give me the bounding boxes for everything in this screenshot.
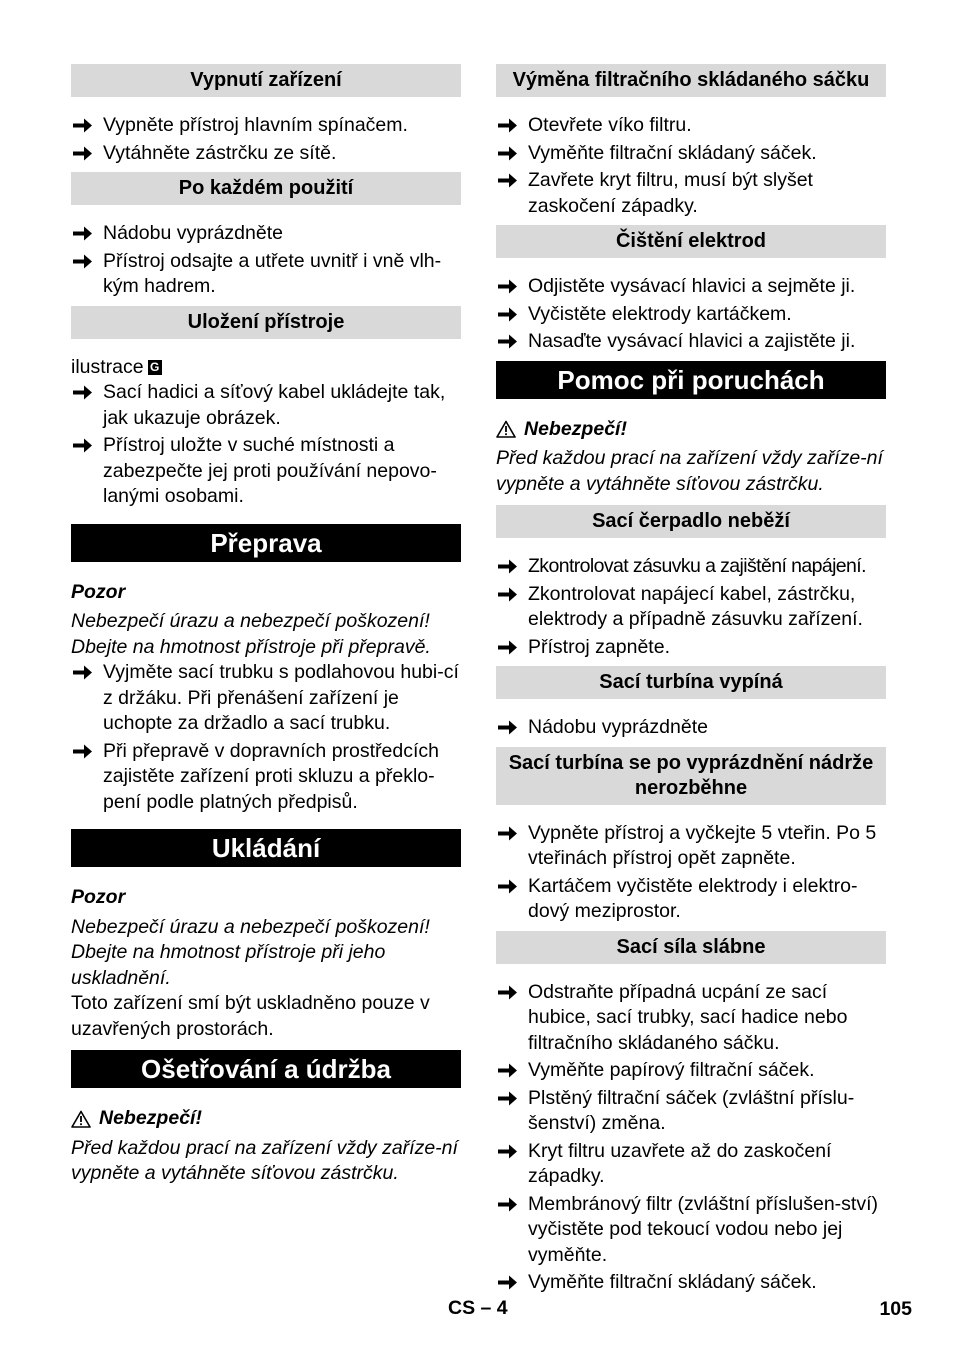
section-heading-cerpadlo: Sací čerpadlo neběží (496, 505, 886, 538)
arrow-right-icon (498, 1062, 518, 1079)
list-vypnuti (71, 113, 461, 166)
list-cisteni (496, 274, 886, 355)
list-item-text: Při přepravě v dopravních prostředcích zajistěte zařízení proti skluzu a překlo-pení podle platných předpisů. (103, 739, 439, 813)
section-heading-osetrovani: Ošetřování a údržba (71, 1050, 461, 1088)
list-item-text: Odstraňte případná ucpání ze sací hubice, sací trubky, sací hadice nebo filtračního skládaného sáčku. (528, 980, 848, 1054)
arrow-right-icon (73, 664, 93, 681)
section-heading-ulozeni: Uložení přístroje (71, 306, 461, 339)
list-item-text: Vyměňte filtrační skládaný sáček. (528, 141, 817, 164)
list-item (496, 1270, 886, 1296)
section-heading-turbina-nerozbehne: Sací turbína se po vyprázdnění nádrže nerozběhne (496, 747, 886, 805)
caution-text: Nebezpečí úrazu a nebezpečí poškození! Dbejte na hmotnost přístroje při přepravě. (71, 610, 431, 658)
figure-letter-badge: G (148, 360, 162, 375)
list-item-text: Sací hadici a síťový kabel ukládejte tak, jak ukazuje obrázek. (103, 381, 446, 429)
list-item (496, 554, 886, 580)
list-item-text: Přístroj uložte v suché místnosti a zabezpečte jej proti používání nepovo-lanými osobami. (103, 434, 437, 507)
caution-text: Nebezpečí úrazu a nebezpečí poškození! Dbejte na hmotnost přístroje při jeho uskladnění. (71, 915, 430, 989)
arrow-right-icon (498, 639, 518, 656)
list-item (496, 821, 886, 872)
danger-label-row (71, 1106, 461, 1132)
list-item-text: Odjistěte vysávací hlavici a sejměte ji. (528, 275, 856, 297)
list-item (496, 582, 886, 633)
list-item (496, 141, 886, 167)
list-item (496, 274, 886, 300)
list-item-text: Zavřete kryt filtru, musí být slyšet zaskočení západky. (528, 169, 813, 217)
list-item-text: Přístroj zapněte. (528, 635, 670, 658)
section-heading-po-kazdem: Po každém použití (71, 172, 461, 205)
list-item (71, 141, 461, 167)
list-item (496, 1192, 886, 1269)
list-item (496, 715, 886, 741)
list-item-text: Zkontrolovat napájecí kabel, zástrčku, elektrody a případně zásuvku zařízení. (528, 582, 863, 630)
list-item (71, 249, 461, 300)
caution-label: Pozor (71, 886, 126, 908)
arrow-right-icon (498, 278, 518, 295)
arrow-right-icon (498, 1090, 518, 1107)
arrow-right-icon (498, 333, 518, 350)
list-item (496, 329, 886, 355)
arrow-right-icon (73, 384, 93, 401)
list-item-text: Nádobu vyprázdněte (528, 716, 708, 738)
list-item-text: Přístroj odsajte a utřete uvnitř i vně vlh-kým hadrem. (103, 249, 442, 297)
section-heading-turbina-vypina: Sací turbína vypíná (496, 666, 886, 699)
list-cerpadlo (496, 554, 886, 660)
list-item (496, 168, 886, 219)
figure-reference (71, 355, 461, 381)
list-sila (496, 980, 886, 1296)
list-ulozeni (71, 380, 461, 510)
list-item (71, 380, 461, 431)
list-item (496, 302, 886, 328)
list-item-text: Kryt filtru uzavřete až do zaskočení západky. (528, 1139, 832, 1187)
arrow-right-icon (498, 172, 518, 189)
warning-triangle-icon (496, 420, 516, 438)
list-item (496, 1139, 886, 1190)
list-item-text: Plstěný filtrační sáček (zvláštní příslu-šenství) změna. (528, 1086, 855, 1134)
arrow-right-icon (498, 1143, 518, 1160)
list-item-text: Vypněte přístroj hlavním spínačem. (103, 114, 408, 136)
list-preprava (71, 660, 461, 815)
arrow-right-icon (73, 225, 93, 242)
list-item-text: Vytáhněte zástrčku ze sítě. (103, 141, 337, 164)
caution-label: Pozor (71, 580, 126, 603)
list-item-text: Vyměňte filtrační skládaný sáček. (528, 1271, 817, 1293)
list-turbina-nerozbehne (496, 821, 886, 925)
list-item (496, 113, 886, 139)
list-item (496, 1058, 886, 1084)
footer-language-code: CS – 4 (448, 1297, 508, 1319)
arrow-right-icon (498, 145, 518, 162)
section-heading-cisteni: Čištění elektrod (496, 225, 886, 258)
arrow-right-icon (498, 117, 518, 134)
figure-reference-text: ilustrace (71, 355, 144, 378)
list-item-text: Nasaďte vysávací hlavici a zajistěte ji. (528, 330, 856, 352)
left-column (71, 64, 461, 1187)
danger-text: Před každou prací na zařízení vždy zaříze-ní vypněte a vytáhněte síťovou zástrčku. (71, 1136, 458, 1184)
list-item (496, 1086, 886, 1137)
arrow-right-icon (498, 306, 518, 323)
warning-triangle-icon (71, 1110, 91, 1128)
arrow-right-icon (498, 1196, 518, 1213)
list-item-text: Nádobu vyprázdněte (103, 222, 283, 244)
section-heading-preprava: Přeprava (71, 524, 461, 562)
list-vymena (496, 113, 886, 219)
arrow-right-icon (498, 825, 518, 842)
page-number: 105 (879, 1298, 912, 1320)
list-item (71, 660, 461, 737)
section-heading-vypnuti: Vypnutí zařízení (71, 64, 461, 97)
arrow-right-icon (73, 253, 93, 270)
arrow-right-icon (73, 743, 93, 760)
section-heading-sila: Sací síla slábne (496, 931, 886, 964)
danger-label-row (496, 417, 886, 443)
arrow-right-icon (498, 586, 518, 603)
list-item (496, 980, 886, 1057)
arrow-right-icon (498, 719, 518, 736)
list-item-text: Vyměňte papírový filtrační sáček. (528, 1059, 815, 1081)
section-heading-ukladani: Ukládání (71, 829, 461, 867)
list-item (496, 874, 886, 925)
arrow-right-icon (73, 437, 93, 454)
list-item (71, 433, 461, 510)
arrow-right-icon (498, 1274, 518, 1291)
list-item-text: Vyjměte sací trubku s podlahovou hubi-cí z držáku. Při přenášení zařízení je uchopte za držadlo a sací trubku. (103, 661, 459, 734)
list-turbina-vypina (496, 715, 886, 741)
danger-label: Nebezpečí! (99, 1107, 202, 1129)
list-item-text: Kartáčem vyčistěte elektrody i elektro-dový meziprostor. (528, 874, 858, 922)
section-heading-pomoc: Pomoc při poruchách (496, 361, 886, 399)
arrow-right-icon (498, 984, 518, 1001)
list-item-text: Vypněte přístroj a vyčkejte 5 vteřin. Po 5 vteřinách přístroj opět zapněte. (528, 821, 877, 869)
list-item (71, 739, 461, 816)
danger-text: Před každou prací na zařízení vždy zaříze-ní vypněte a vytáhněte síťovou zástrčku. (496, 447, 883, 495)
right-column (496, 64, 886, 1302)
list-item-text: Vyčistěte elektrody kartáčkem. (528, 302, 792, 325)
list-po-kazdem (71, 221, 461, 300)
list-item (496, 635, 886, 661)
arrow-right-icon (73, 117, 93, 134)
list-item-text: Otevřete víko filtru. (528, 114, 692, 136)
storage-text: Toto zařízení smí být uskladněno pouze v uzavřených prostorách. (71, 992, 430, 1040)
danger-label: Nebezpečí! (524, 417, 627, 440)
arrow-right-icon (498, 878, 518, 895)
list-item (71, 113, 461, 139)
arrow-right-icon (73, 145, 93, 162)
arrow-right-icon (498, 558, 518, 575)
section-heading-vymena: Výměna filtračního skládaného sáčku (496, 64, 886, 97)
list-item (71, 221, 461, 247)
list-item-text: Zkontrolovat zásuvku a zajištění napájení. (528, 555, 866, 577)
list-item-text: Membránový filtr (zvláštní příslušen-ství) vyčistěte pod tekoucí vodou nebo jej vyměňte. (528, 1192, 879, 1266)
